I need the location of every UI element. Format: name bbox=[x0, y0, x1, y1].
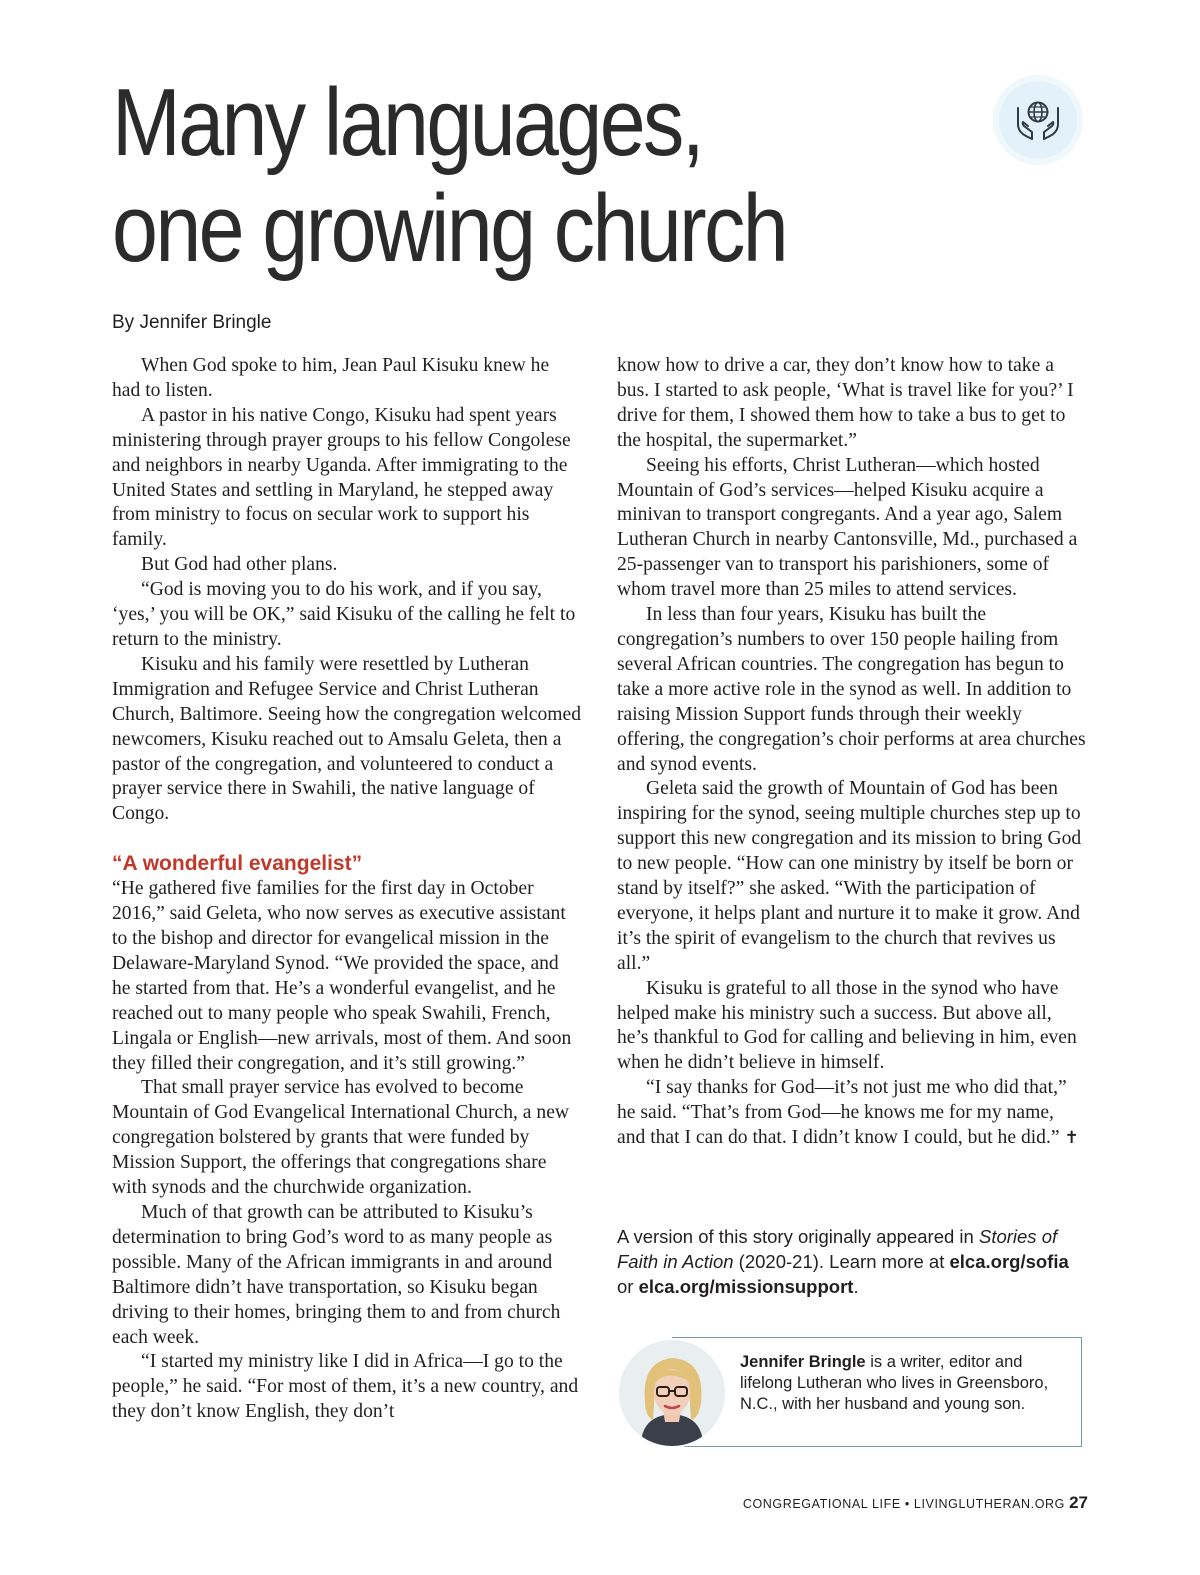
section-label: CONGREGATIONAL LIFE • LIVINGLUTHERAN.ORG bbox=[742, 1497, 1065, 1511]
author-bio-text: is a writer, editor and lifelong Lutheran who lives in Greensboro, N.C., with her husband and young son. bbox=[740, 1353, 1049, 1413]
hands-globe-icon bbox=[1010, 92, 1066, 148]
source-note bbox=[617, 1224, 1087, 1299]
paragraph: When God spoke to him, Jean Paul Kisuku knew he had to listen. bbox=[112, 355, 550, 401]
headline-line-2: one growing church bbox=[112, 175, 787, 282]
paragraph: “He gathered five families for the first day in October 2016,” said Geleta, who now serves as executive assistant to the bishop and director for evangelical mission in the Delaware-Maryland Synod. “We provided the space, and he started from that. He’s a wonderful evangelist, and he reached out to many people who speak Swahili, French, Lingala or English—new arrivals, most of them. And soon they filled their congregation, and it’s still growing.” bbox=[112, 878, 572, 1074]
article-column-right bbox=[617, 354, 1087, 1151]
headline-line-1: Many languages, bbox=[112, 69, 703, 176]
paragraph: A pastor in his native Congo, Kisuku had spent years ministering through prayer groups to his fellow Congolese and neighbors in nearby Uganda. After immigrating to the United States and settling in Maryland, he stepped away from ministry to focus on secular work to support his family. bbox=[112, 404, 571, 551]
closing-quote-text: “I say thanks for God—it’s not just me who did that,” he said. “That’s from God—he knows me for my name, and that I can do that. I didn’t know I could, but he did.” bbox=[617, 1077, 1067, 1149]
source-note-prefix: A version of this story originally appeared in bbox=[617, 1226, 979, 1247]
end-cross-icon: ✝ bbox=[1064, 1128, 1079, 1149]
paragraph: Kisuku and his family were resettled by Lutheran Immigration and Refugee Service and Christ Lutheran Church, Baltimore. Seeing how the congregation welcomed newcomers, Kisuku reached out to Amsalu Geleta, then a pastor of the congregation, and volunteered to conduct a prayer service there in Swahili, the native language of Congo. bbox=[112, 653, 582, 825]
paragraph: Kisuku is grateful to all those in the synod who have helped make his ministry such a success. But above all, he’s thankful to God for calling and believing in him, even when he didn’t believe in himself. bbox=[617, 977, 1077, 1074]
paragraph: But God had other plans. bbox=[141, 554, 338, 576]
paragraph bbox=[617, 1076, 1087, 1151]
paragraph: Seeing his efforts, Christ Lutheran—which hosted Mountain of God’s services—helped Kisuku acquire a minivan to transport congregants. And a year ago, Salem Lutheran Church in nearby Cantonsville, Md., purchased a 25-passenger van to transport his parishioners, some of whom travel more than 25 miles to attend services. bbox=[617, 454, 1078, 601]
publication-title: Stories of Faith in Action bbox=[617, 1226, 1058, 1272]
author-photo bbox=[617, 1338, 727, 1448]
page-footer bbox=[743, 1493, 1088, 1513]
link-sofia[interactable]: elca.org/sofia bbox=[949, 1251, 1069, 1272]
article-column-left bbox=[112, 354, 582, 1425]
subheading: “A wonderful evangelist” bbox=[112, 852, 363, 876]
link-missionsupport[interactable]: elca.org/missionsupport bbox=[638, 1276, 854, 1297]
page-number: 27 bbox=[1069, 1493, 1088, 1512]
paragraph: “I started my ministry like I did in Africa—I go to the people,” he said. “For most of them, it’s a new country, and they don’t know English, they don’t bbox=[112, 1351, 579, 1423]
paragraph: That small prayer service has evolved to become Mountain of God Evangelical International Church, a new congregation bolstered by grants that were funded by Mission Support, the offerings that congregations share with synods and the churchwide organization. bbox=[112, 1077, 570, 1199]
paragraph: “God is moving you to do his work, and if you say, ‘yes,’ you will be OK,” said Kisuku of the calling he felt to return to the ministry. bbox=[112, 579, 576, 650]
headline bbox=[112, 70, 786, 282]
byline: By Jennifer Bringle bbox=[112, 312, 272, 333]
paragraph: know how to drive a car, they don’t know how to take a bus. I started to ask people, ‘What is travel like for you?’ I drive for them, I showed them how to take a bus to get to the hospital, the supermarket.” bbox=[617, 355, 1074, 451]
source-note-or: or bbox=[617, 1276, 639, 1297]
author-name: Jennifer Bringle bbox=[740, 1353, 866, 1371]
paragraph: Geleta said the growth of Mountain of God has been inspiring for the synod, seeing multiple churches step up to support this new congregation and its mission to bring God to new people. “How can one ministry by itself be born or stand by itself?” she asked. “With the participation of everyone, it helps plant and nurture it to make it grow. And it’s the spirit of evangelism to the church that revives us all.” bbox=[617, 778, 1082, 974]
section-badge bbox=[993, 75, 1083, 165]
author-portrait-icon bbox=[619, 1340, 725, 1446]
source-note-suffix: . bbox=[853, 1276, 859, 1297]
paragraph: In less than four years, Kisuku has built the congregation’s numbers to over 150 people hailing from several African countries. The congregation has begun to take a more active role in the synod as well. In addition to raising Mission Support funds through their weekly offering, the congregation’s choir performs at area churches and synod events. bbox=[617, 604, 1086, 775]
source-note-middle: (2020-21). Learn more at bbox=[733, 1251, 950, 1272]
paragraph: Much of that growth can be attributed to Kisuku’s determination to bring God’s word to as many people as possible. Many of the African immigrants in and around Baltimore didn’t have transportation, so Kisuku began driving to their homes, bringing them to and from church each week. bbox=[112, 1202, 561, 1348]
author-bio bbox=[740, 1352, 1075, 1415]
